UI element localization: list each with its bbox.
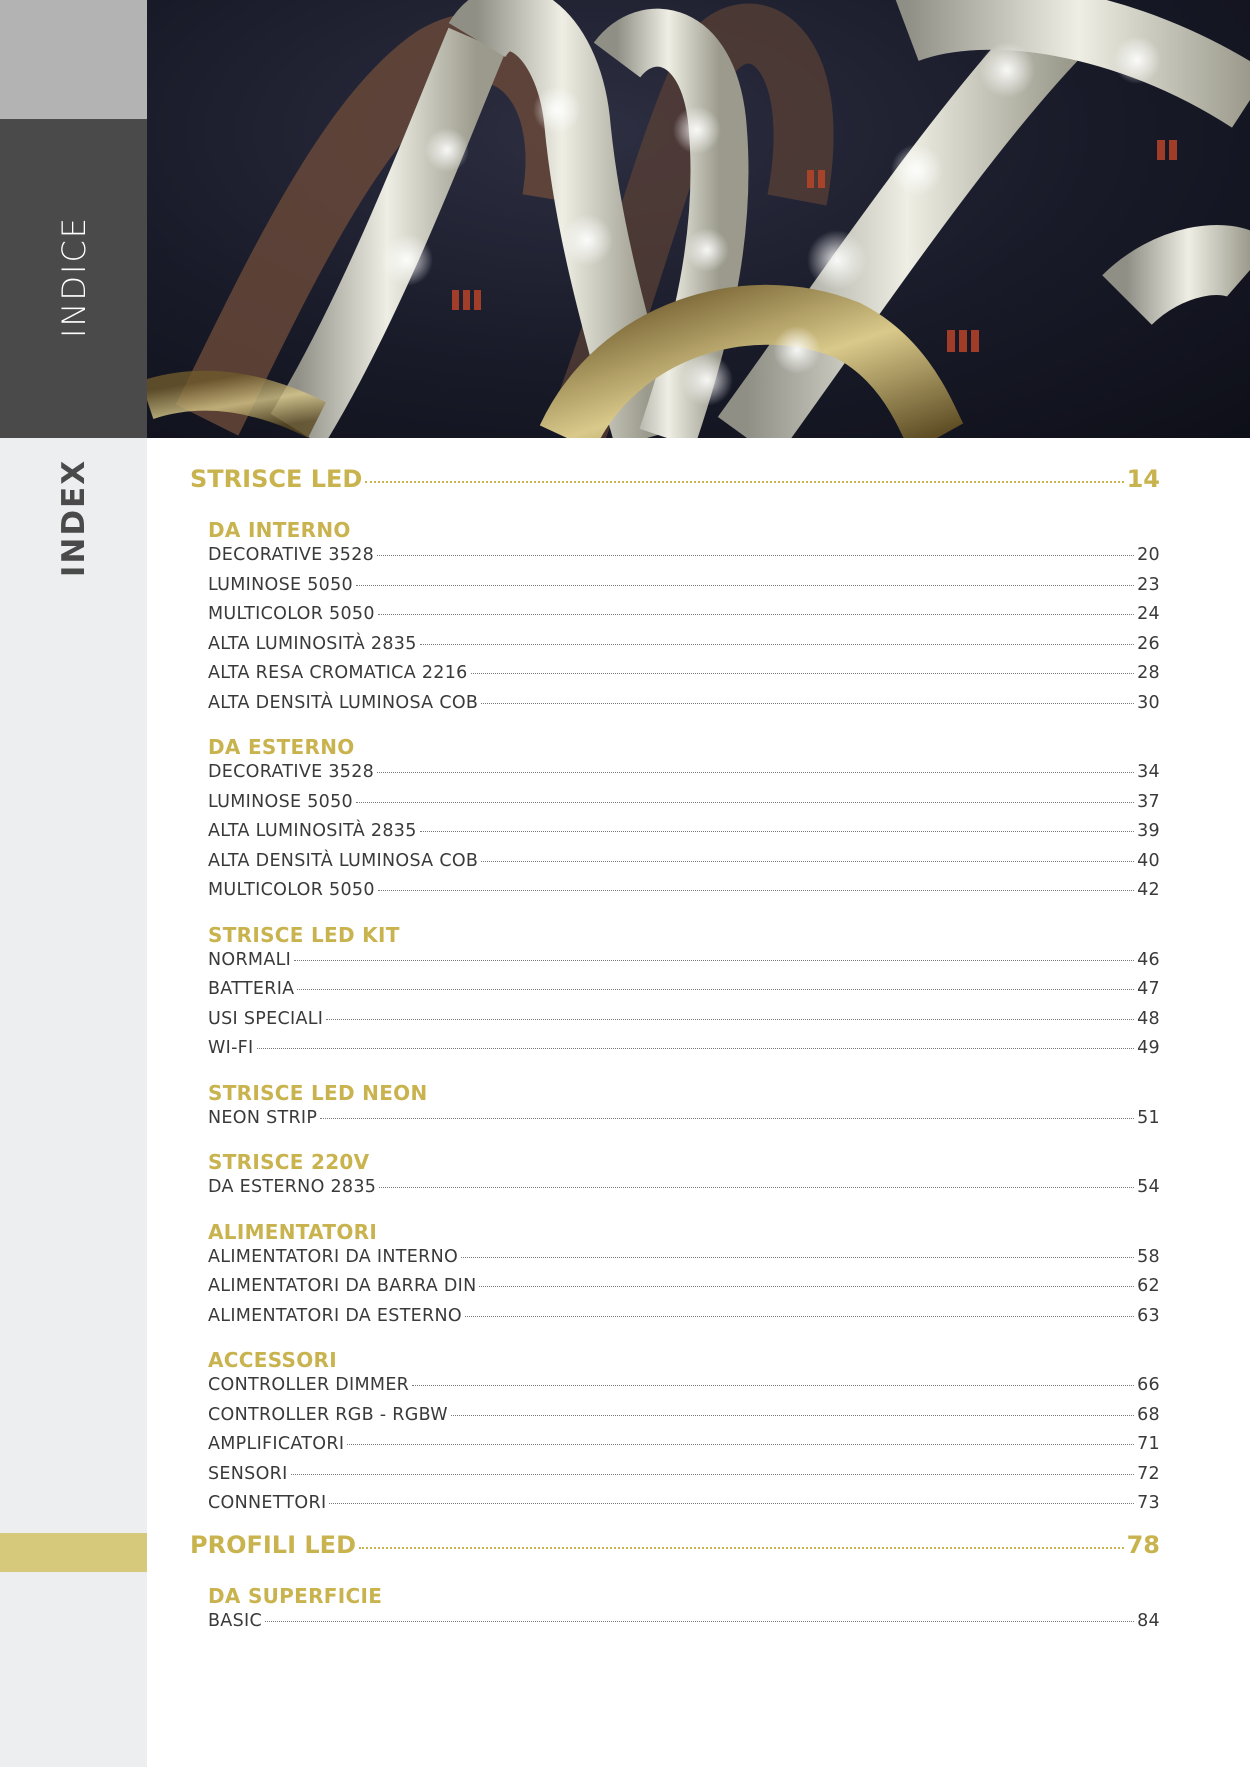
dot-leader bbox=[377, 555, 1134, 556]
toc-entry[interactable] bbox=[190, 1405, 1160, 1435]
dot-leader bbox=[356, 585, 1134, 586]
dot-leader bbox=[347, 1444, 1134, 1445]
dot-leader bbox=[377, 772, 1134, 773]
toc-page-number: 73 bbox=[1137, 1493, 1160, 1513]
dot-leader bbox=[481, 703, 1134, 704]
toc-section-profili-led[interactable] bbox=[190, 1531, 1160, 1571]
sidebar-gold-marker bbox=[0, 1533, 147, 1572]
sidebar-top-block bbox=[0, 0, 147, 119]
toc-entry-label: DECORATIVE 3528 bbox=[208, 762, 375, 782]
toc-entry-label: MULTICOLOR 5050 bbox=[208, 604, 375, 624]
toc-entry[interactable] bbox=[190, 663, 1160, 693]
toc-page-number: 34 bbox=[1137, 762, 1160, 782]
dot-leader bbox=[451, 1415, 1134, 1416]
toc-entry[interactable] bbox=[190, 792, 1160, 822]
toc-entry[interactable] bbox=[190, 1375, 1160, 1405]
toc-page-number: 26 bbox=[1137, 633, 1160, 654]
dot-leader bbox=[481, 861, 1134, 862]
toc-group-heading: DA INTERNO bbox=[208, 518, 351, 542]
toc-entry-label: WI-FI bbox=[208, 1038, 254, 1058]
toc-entry-label: MULTICOLOR 5050 bbox=[208, 880, 375, 900]
toc-page-number: 37 bbox=[1137, 791, 1160, 812]
toc-page-number: 23 bbox=[1137, 574, 1160, 595]
dot-leader bbox=[378, 614, 1134, 615]
toc-entry[interactable] bbox=[190, 1108, 1160, 1138]
toc-page-number: 72 bbox=[1137, 1463, 1160, 1484]
toc-entry[interactable] bbox=[190, 1306, 1160, 1336]
toc-entry[interactable] bbox=[190, 851, 1160, 881]
toc-page-number: 62 bbox=[1137, 1276, 1160, 1296]
toc-entry[interactable] bbox=[190, 762, 1160, 792]
toc-entry[interactable] bbox=[190, 821, 1160, 851]
dot-leader bbox=[294, 960, 1134, 961]
toc-group-heading: STRISCE 220V bbox=[208, 1150, 370, 1174]
toc-entry[interactable] bbox=[190, 1247, 1160, 1277]
toc-page-number: 78 bbox=[1126, 1530, 1160, 1559]
dot-leader bbox=[465, 1316, 1134, 1317]
table-of-contents bbox=[190, 465, 1160, 1640]
toc-section-title: STRISCE LED bbox=[190, 465, 363, 493]
dot-leader bbox=[297, 989, 1134, 990]
toc-entry-label: CONTROLLER DIMMER bbox=[208, 1375, 410, 1395]
toc-entry-label: NEON STRIP bbox=[208, 1107, 318, 1128]
toc-entry[interactable] bbox=[190, 1038, 1160, 1068]
toc-page-number: 84 bbox=[1137, 1610, 1160, 1631]
toc-page-number: 58 bbox=[1137, 1246, 1160, 1267]
dot-leader bbox=[365, 481, 1123, 483]
toc-entry[interactable] bbox=[190, 1276, 1160, 1306]
dot-leader bbox=[329, 1503, 1134, 1504]
toc-group-heading: ALIMENTATORI bbox=[208, 1219, 378, 1244]
toc-entry-label: ALIMENTATORI DA INTERNO bbox=[208, 1246, 459, 1267]
toc-entry-label: AMPLIFICATORI bbox=[208, 1434, 345, 1454]
toc-entry[interactable] bbox=[190, 880, 1160, 910]
toc-entry[interactable] bbox=[190, 1434, 1160, 1464]
toc-page-number: 42 bbox=[1137, 880, 1160, 900]
toc-entry-label: DA ESTERNO 2835 bbox=[208, 1177, 377, 1197]
toc-section-title: PROFILI LED bbox=[190, 1530, 356, 1559]
dot-leader bbox=[420, 831, 1134, 832]
toc-entry-label: ALIMENTATORI DA BARRA DIN bbox=[208, 1276, 477, 1296]
toc-entry-label: ALTA DENSITÀ LUMINOSA COB bbox=[208, 850, 479, 871]
toc-entry[interactable] bbox=[190, 950, 1160, 980]
dot-leader bbox=[326, 1019, 1134, 1020]
dot-leader bbox=[461, 1257, 1134, 1258]
toc-entry[interactable] bbox=[190, 1493, 1160, 1523]
toc-section-strisce-led[interactable] bbox=[190, 465, 1160, 505]
toc-page-number: 20 bbox=[1137, 545, 1160, 565]
toc-entry-label: ALTA LUMINOSITÀ 2835 bbox=[208, 633, 417, 654]
toc-entry-label: ALTA LUMINOSITÀ 2835 bbox=[208, 821, 417, 841]
dot-leader bbox=[257, 1048, 1135, 1049]
toc-entry-label: ALIMENTATORI DA ESTERNO bbox=[208, 1305, 462, 1326]
sidebar-label-index: INDEX bbox=[56, 458, 92, 578]
toc-entry[interactable] bbox=[190, 634, 1160, 664]
dot-leader bbox=[379, 1187, 1134, 1188]
toc-page-number: 30 bbox=[1137, 692, 1160, 713]
toc-entry-label: SENSORI bbox=[208, 1463, 288, 1484]
dot-leader bbox=[471, 673, 1135, 674]
toc-page-number: 46 bbox=[1137, 949, 1160, 970]
toc-page-number: 66 bbox=[1137, 1375, 1160, 1395]
toc-page-number: 40 bbox=[1137, 850, 1160, 871]
toc-entry-label: LUMINOSE 5050 bbox=[208, 574, 353, 595]
toc-page-number: 49 bbox=[1137, 1038, 1160, 1058]
toc-entry-label: BATTERIA bbox=[208, 979, 295, 999]
toc-entry[interactable] bbox=[190, 575, 1160, 605]
toc-page-number: 54 bbox=[1137, 1177, 1160, 1197]
toc-page-number: 68 bbox=[1137, 1404, 1160, 1425]
toc-entry-label: CONTROLLER RGB - RGBW bbox=[208, 1404, 448, 1425]
toc-entry-label: BASIC bbox=[208, 1610, 262, 1631]
toc-group-heading: STRISCE LED KIT bbox=[208, 922, 400, 947]
dot-leader bbox=[420, 644, 1134, 645]
toc-group-heading: DA ESTERNO bbox=[208, 735, 355, 759]
toc-entry[interactable] bbox=[190, 604, 1160, 634]
toc-page-number: 47 bbox=[1137, 979, 1160, 999]
toc-entry-label: ALTA RESA CROMATICA 2216 bbox=[208, 663, 468, 683]
toc-entry[interactable] bbox=[190, 1009, 1160, 1039]
toc-entry-label: USI SPECIALI bbox=[208, 1008, 324, 1029]
dot-leader bbox=[291, 1474, 1135, 1475]
toc-page-number: 63 bbox=[1137, 1305, 1160, 1326]
led-strip-photo bbox=[147, 0, 1250, 438]
toc-page-number: 51 bbox=[1137, 1107, 1160, 1128]
toc-entry[interactable] bbox=[190, 979, 1160, 1009]
toc-group-heading: STRISCE LED NEON bbox=[208, 1080, 428, 1105]
toc-group-heading: DA SUPERFICIE bbox=[208, 1583, 383, 1608]
toc-page-number: 48 bbox=[1137, 1008, 1160, 1029]
toc-entry-label: CONNETTORI bbox=[208, 1493, 327, 1513]
toc-entry-label: LUMINOSE 5050 bbox=[208, 791, 353, 812]
toc-group-heading: ACCESSORI bbox=[208, 1348, 337, 1372]
toc-entry[interactable] bbox=[190, 693, 1160, 723]
toc-entry[interactable] bbox=[190, 1464, 1160, 1494]
toc-entry[interactable] bbox=[190, 1611, 1160, 1641]
dot-leader bbox=[378, 890, 1134, 891]
toc-page-number: 28 bbox=[1137, 663, 1160, 683]
dot-leader bbox=[320, 1118, 1134, 1119]
dot-leader bbox=[356, 802, 1134, 803]
toc-entry-label: NORMALI bbox=[208, 949, 292, 970]
toc-page-number: 71 bbox=[1137, 1434, 1160, 1454]
toc-entry-label: DECORATIVE 3528 bbox=[208, 545, 375, 565]
dot-leader bbox=[479, 1286, 1134, 1287]
toc-page-number: 14 bbox=[1126, 465, 1160, 493]
toc-page-number: 39 bbox=[1137, 821, 1160, 841]
sidebar-label-indice: INDICE bbox=[55, 215, 93, 339]
dot-leader bbox=[412, 1385, 1134, 1386]
dot-leader bbox=[265, 1621, 1134, 1622]
toc-entry-label: ALTA DENSITÀ LUMINOSA COB bbox=[208, 692, 479, 713]
toc-entry[interactable] bbox=[190, 545, 1160, 575]
dot-leader bbox=[359, 1547, 1124, 1549]
toc-entry[interactable] bbox=[190, 1177, 1160, 1207]
toc-page-number: 24 bbox=[1137, 604, 1160, 624]
